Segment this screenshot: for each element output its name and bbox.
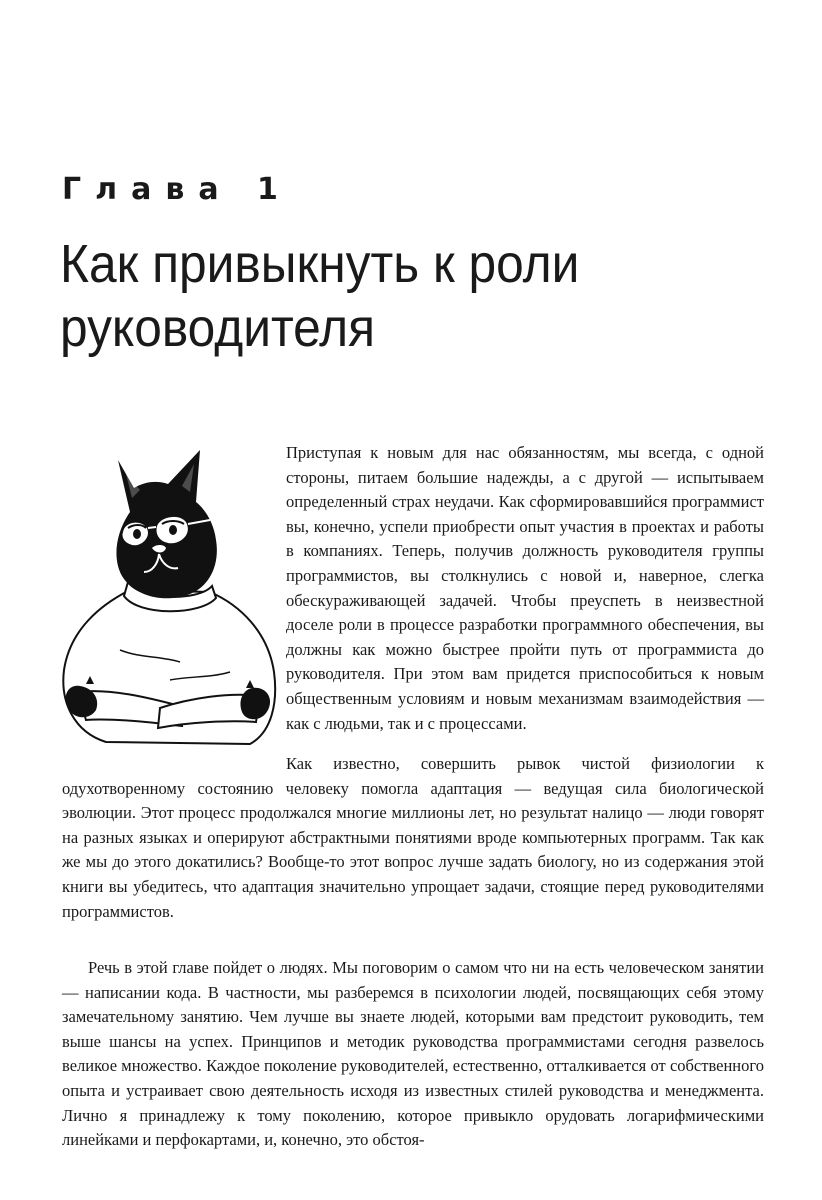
chapter-title-line-1: Как привыкнуть к роли [60,234,580,294]
paragraph-2: Как известно, совершить рывок чистой физиологии к одухотворенному состоянию человеку помогла адаптация — ведущая сила биологической эволюции. Этот процесс продолжался многие миллионы лет, но результат налицо — люди говорят на разных языках и оперируют абстрактными понятиями вроде компьютерных программ. Так как же мы до этого докатились? Вообще-то этот вопрос лучше задать биологу, но из содержания этой книги вы убедитесь, что адаптация значительно упрощает задачи, стоящие перед руководителями программистов. [62,754,764,921]
cat-manager-icon [60,440,280,745]
chapter-title [60,232,722,360]
paragraph-3: Речь в этой главе пойдет о людях. Мы поговорим о самом что ни на есть человеческом занятии — написании кода. В частности, мы разберемся в психологии людей, посвящающих себя этому замечательному занятию. Чем лучше вы знаете людей, которыми вам предстоит руководить, тем выше шансы на успех. Принципов и методик руководства программистами сегодня развелось великое множество. Каждое поколение руководителей, естественно, отталкивается от собственного опыта и устраивает свою деятельность исходя из известных стилей руководства и менеджмента. Лично я принадлежу к тому поколению, которое привыкло орудовать логарифмическими линейками и перфокартами, и, конечно, это обстоя- [62,958,764,1150]
paragraph-1: Приступая к новым для нас обязанностям, мы всегда, с одной стороны, питаем большие надежды, а с другой — испытываем определенный страх неудачи. Как сформировавшийся программист вы, конечно, успели приобрести опыт участия в проектах и работы в компаниях. Теперь, получив должность руководителя группы программистов, вы столкнулись с новой и, наверное, слегка обескураживающей задачей. Чтобы преуспеть в неизвестной доселе роли в процессе разработки программного обеспечения, вы должны как можно быстрее пройти путь от программиста до руководителя. При этом вам придется приспособиться к новым общественным условиям и новым механизмам взаимодействия — как с людьми, так и с процессами. [286,443,764,733]
chapter-title-line-2: руководителя [60,298,376,358]
chapter-label: Глава 1 [62,172,292,207]
